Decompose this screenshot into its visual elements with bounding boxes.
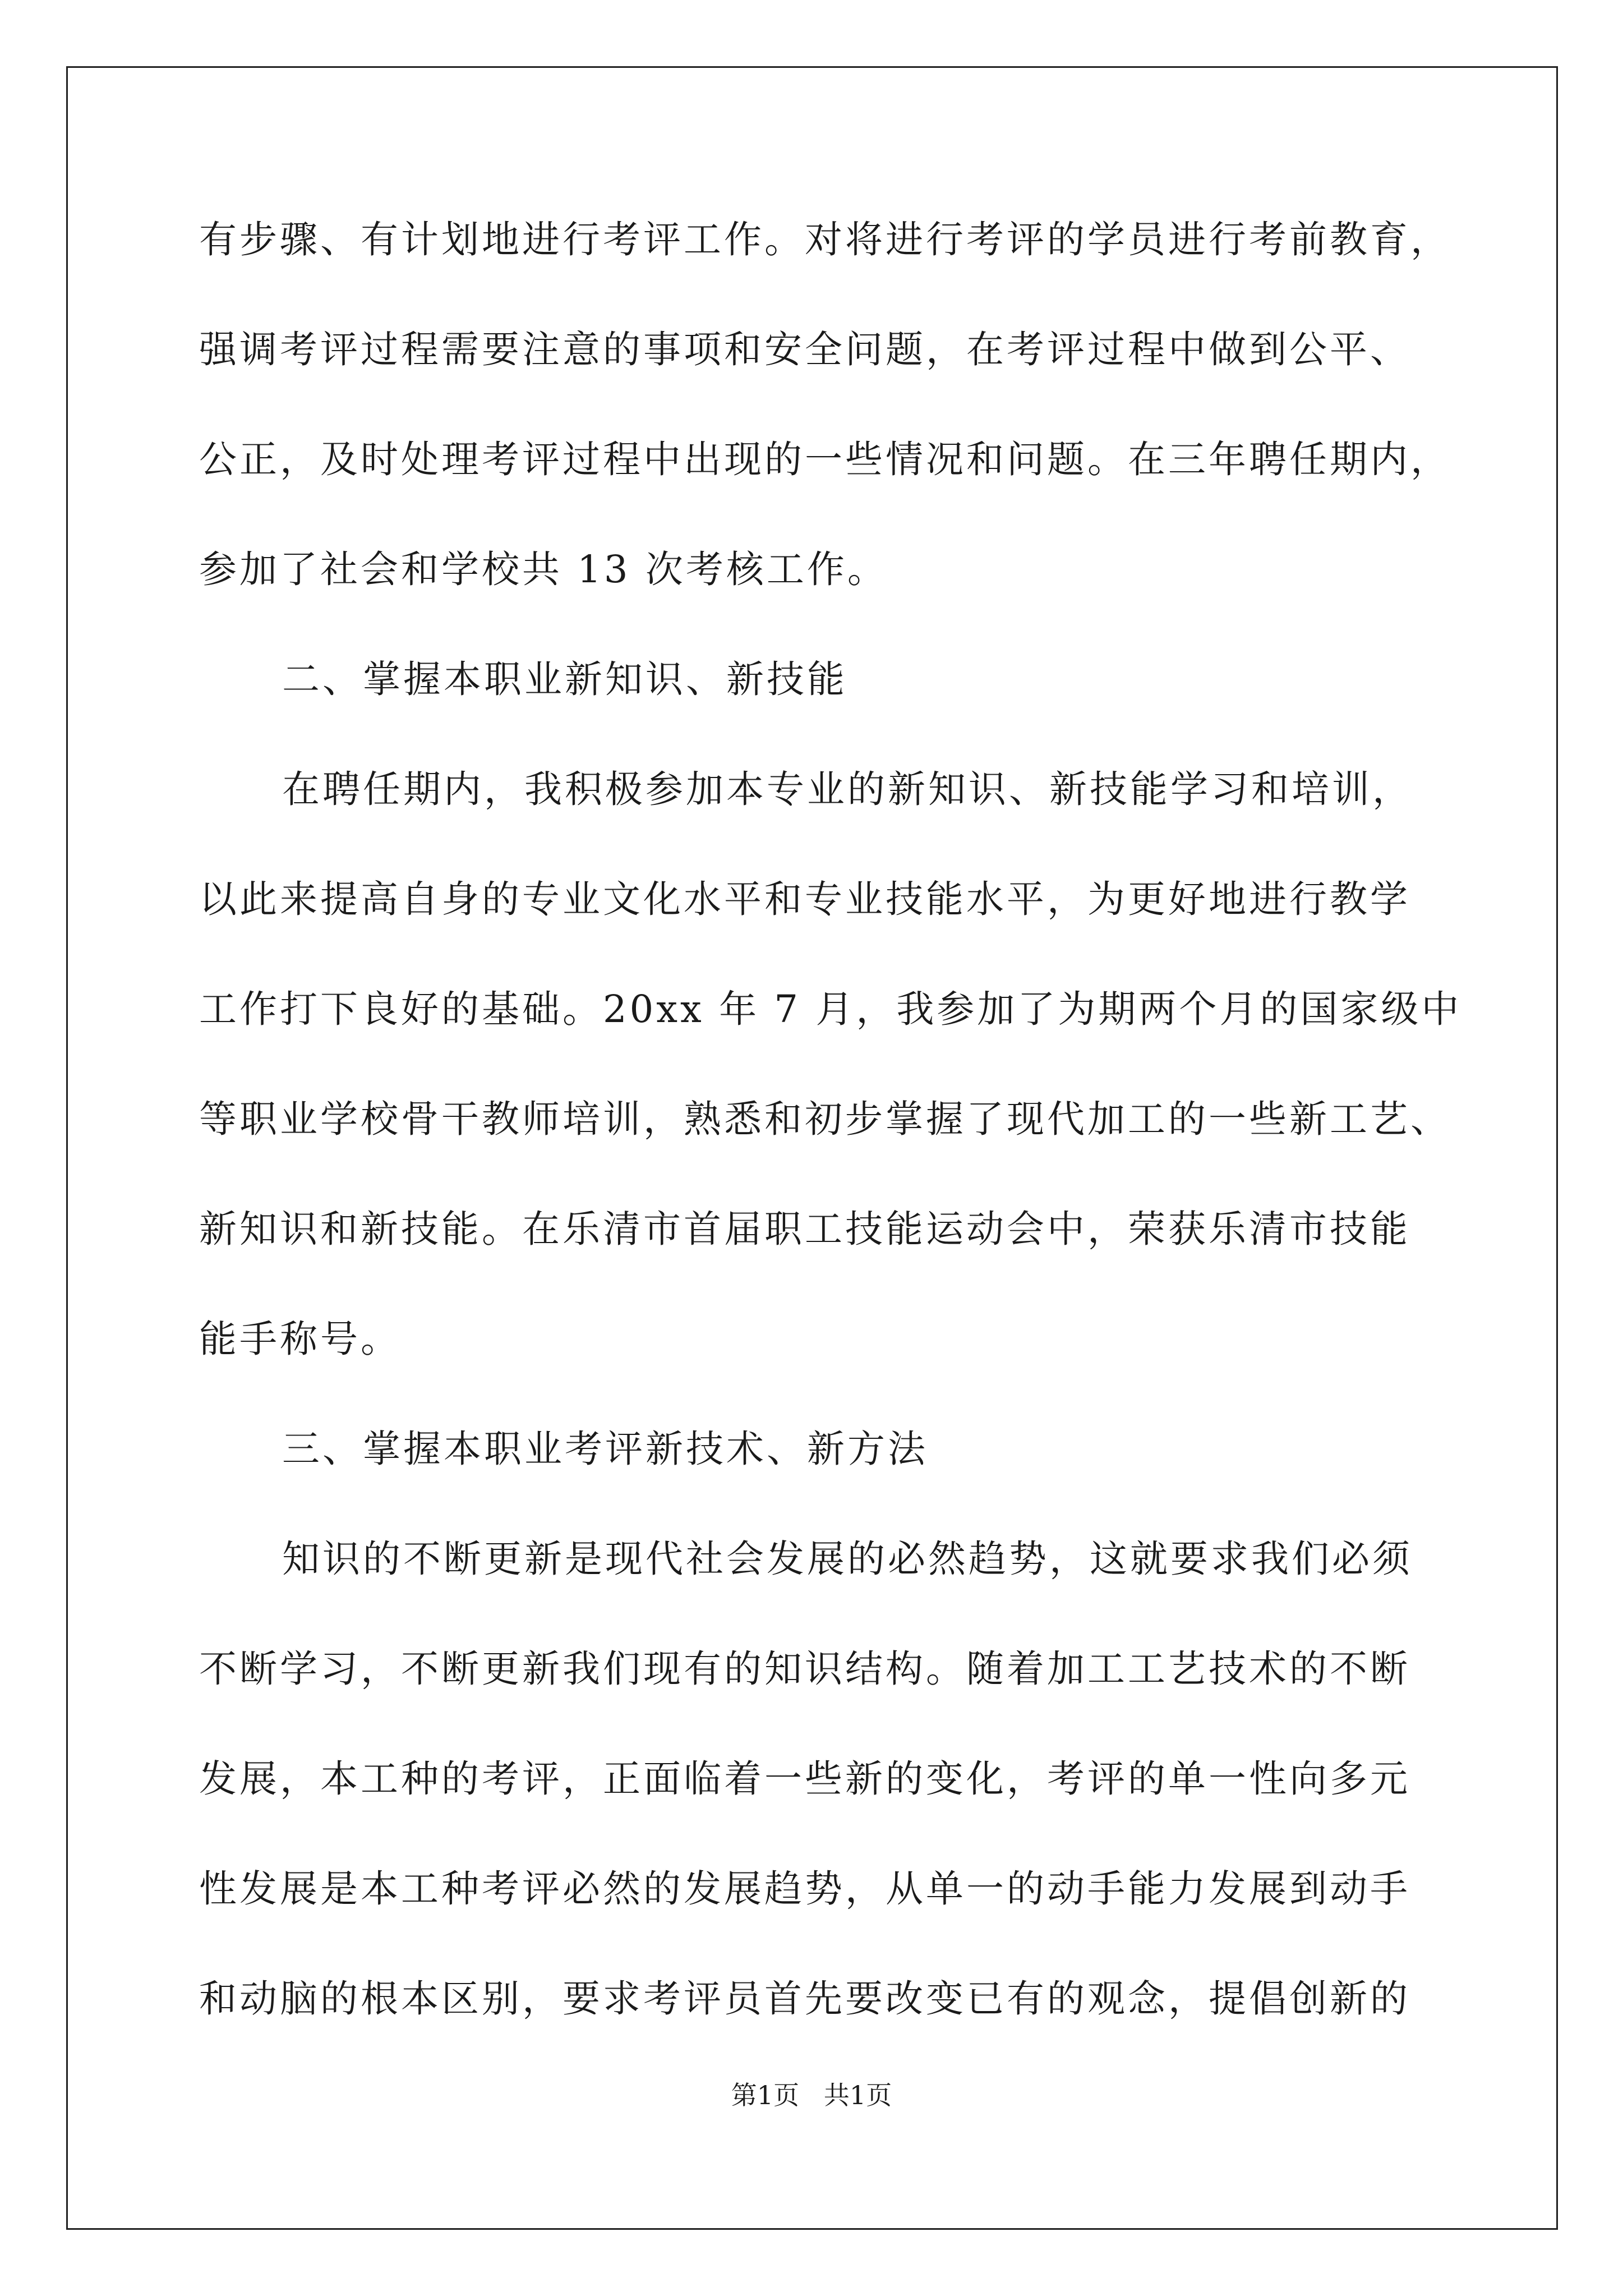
paragraph-line: 工作打下良好的基础。20xx 年 7 月，我参加了为期两个月的国家级中	[199, 987, 1462, 1031]
paragraph-line: 公正，及时处理考评过程中出现的一些情况和问题。在三年聘任期内，	[199, 438, 1451, 481]
paragraph-line: 等职业学校骨干教师培训，熟悉和初步掌握了现代加工的一些新工艺、	[199, 1097, 1451, 1141]
paragraph-line: 参加了社会和学校共 13 次考核工作。	[199, 547, 888, 591]
paragraph-line: 有步骤、有计划地进行考评工作。对将进行考评的学员进行考前教育，	[199, 218, 1451, 261]
paragraph-line: 不断学习，不断更新我们现有的知识结构。随着加工工艺技术的不断	[199, 1647, 1410, 1691]
paragraph-line: 和动脑的根本区别，要求考评员首先要改变已有的观念，提倡创新的	[199, 1977, 1410, 2021]
paragraph-line: 强调考评过程需要注意的事项和安全问题，在考评过程中做到公平、	[199, 328, 1410, 371]
paragraph-line: 知识的不断更新是现代社会发展的必然趋势，这就要求我们必须	[282, 1537, 1413, 1581]
paragraph-line: 在聘任期内，我积极参加本专业的新知识、新技能学习和培训，	[282, 767, 1413, 811]
paragraph-line: 能手称号。	[199, 1317, 401, 1361]
paragraph-line: 新知识和新技能。在乐清市首届职工技能运动会中，荣获乐清市技能	[199, 1207, 1410, 1251]
page-footer: 第1页 共1页	[731, 2080, 892, 2110]
section-heading: 二、掌握本职业新知识、新技能	[282, 657, 847, 701]
paragraph-line: 性发展是本工种考评必然的发展趋势，从单一的动手能力发展到动手	[199, 1867, 1410, 1911]
section-heading: 三、掌握本职业考评新技术、新方法	[282, 1427, 928, 1471]
paragraph-line: 以此来提高自身的专业文化水平和专业技能水平，为更好地进行教学	[199, 877, 1410, 921]
paragraph-line: 发展，本工种的考评，正面临着一些新的变化，考评的单一性向多元	[199, 1757, 1410, 1801]
